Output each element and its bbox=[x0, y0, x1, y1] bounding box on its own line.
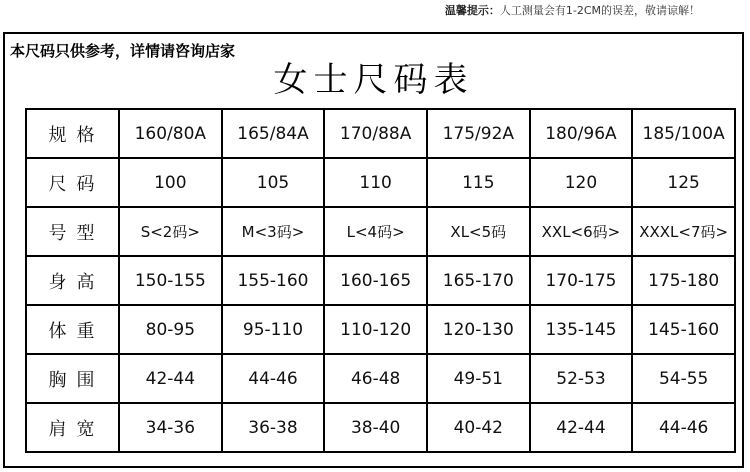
table-row bbox=[26, 158, 735, 207]
table-cell: 95-110 bbox=[222, 305, 325, 354]
table-cell: 46-48 bbox=[324, 354, 427, 403]
table-cell: L<4码> bbox=[324, 207, 427, 256]
table-row bbox=[26, 354, 735, 403]
table-cell: 120-130 bbox=[427, 305, 530, 354]
table-row bbox=[26, 256, 735, 305]
table-cell: 38-40 bbox=[324, 403, 427, 452]
table-cell: 42-44 bbox=[119, 354, 222, 403]
table-row bbox=[26, 305, 735, 354]
table-cell: 52-53 bbox=[530, 354, 633, 403]
row-label: 身高 bbox=[26, 256, 119, 305]
table-cell: 100 bbox=[119, 158, 222, 207]
table-cell: 170/88A bbox=[324, 109, 427, 158]
row-label: 胸围 bbox=[26, 354, 119, 403]
table-cell: 175-180 bbox=[632, 256, 735, 305]
table-cell: 44-46 bbox=[222, 354, 325, 403]
table-cell: 49-51 bbox=[427, 354, 530, 403]
table-cell: 110 bbox=[324, 158, 427, 207]
table-cell: 175/92A bbox=[427, 109, 530, 158]
reference-note: 本尺码只供参考，详情请咨询店家 bbox=[10, 42, 236, 60]
tip-text: 人工测量会有1-2CM的误差，敬请谅解！ bbox=[499, 4, 700, 17]
table-cell: 180/96A bbox=[530, 109, 633, 158]
table-cell: 185/100A bbox=[632, 109, 735, 158]
measurement-tip bbox=[445, 2, 700, 18]
table-cell: 34-36 bbox=[119, 403, 222, 452]
size-table bbox=[25, 108, 736, 453]
chart-title: 女士尺码表 bbox=[273, 60, 474, 100]
table-cell: 135-145 bbox=[530, 305, 633, 354]
table-cell: 105 bbox=[222, 158, 325, 207]
table-cell: 145-160 bbox=[632, 305, 735, 354]
row-label: 肩宽 bbox=[26, 403, 119, 452]
table-cell: 160/80A bbox=[119, 109, 222, 158]
table-cell: XXL<6码> bbox=[530, 207, 633, 256]
table-cell: 42-44 bbox=[530, 403, 633, 452]
table-cell: 36-38 bbox=[222, 403, 325, 452]
row-label: 体重 bbox=[26, 305, 119, 354]
table-cell: 40-42 bbox=[427, 403, 530, 452]
table-cell: 150-155 bbox=[119, 256, 222, 305]
size-chart-frame bbox=[3, 32, 744, 468]
table-cell: 44-46 bbox=[632, 403, 735, 452]
table-cell: 170-175 bbox=[530, 256, 633, 305]
table-cell: 155-160 bbox=[222, 256, 325, 305]
size-table-body bbox=[26, 109, 735, 452]
table-cell: 125 bbox=[632, 158, 735, 207]
table-cell: 80-95 bbox=[119, 305, 222, 354]
table-cell: XXXL<7码> bbox=[632, 207, 735, 256]
table-cell: 165-170 bbox=[427, 256, 530, 305]
table-cell: 120 bbox=[530, 158, 633, 207]
table-cell: 160-165 bbox=[324, 256, 427, 305]
row-label: 规格 bbox=[26, 109, 119, 158]
table-row bbox=[26, 403, 735, 452]
table-cell: 110-120 bbox=[324, 305, 427, 354]
row-label: 尺码 bbox=[26, 158, 119, 207]
tip-label: 温馨提示： bbox=[444, 4, 500, 17]
table-cell: M<3码> bbox=[222, 207, 325, 256]
table-row bbox=[26, 207, 735, 256]
table-cell: 115 bbox=[427, 158, 530, 207]
table-cell: XL<5码 bbox=[427, 207, 530, 256]
table-row bbox=[26, 109, 735, 158]
row-label: 号型 bbox=[26, 207, 119, 256]
table-cell: 165/84A bbox=[222, 109, 325, 158]
table-cell: 54-55 bbox=[632, 354, 735, 403]
table-cell: S<2码> bbox=[119, 207, 222, 256]
